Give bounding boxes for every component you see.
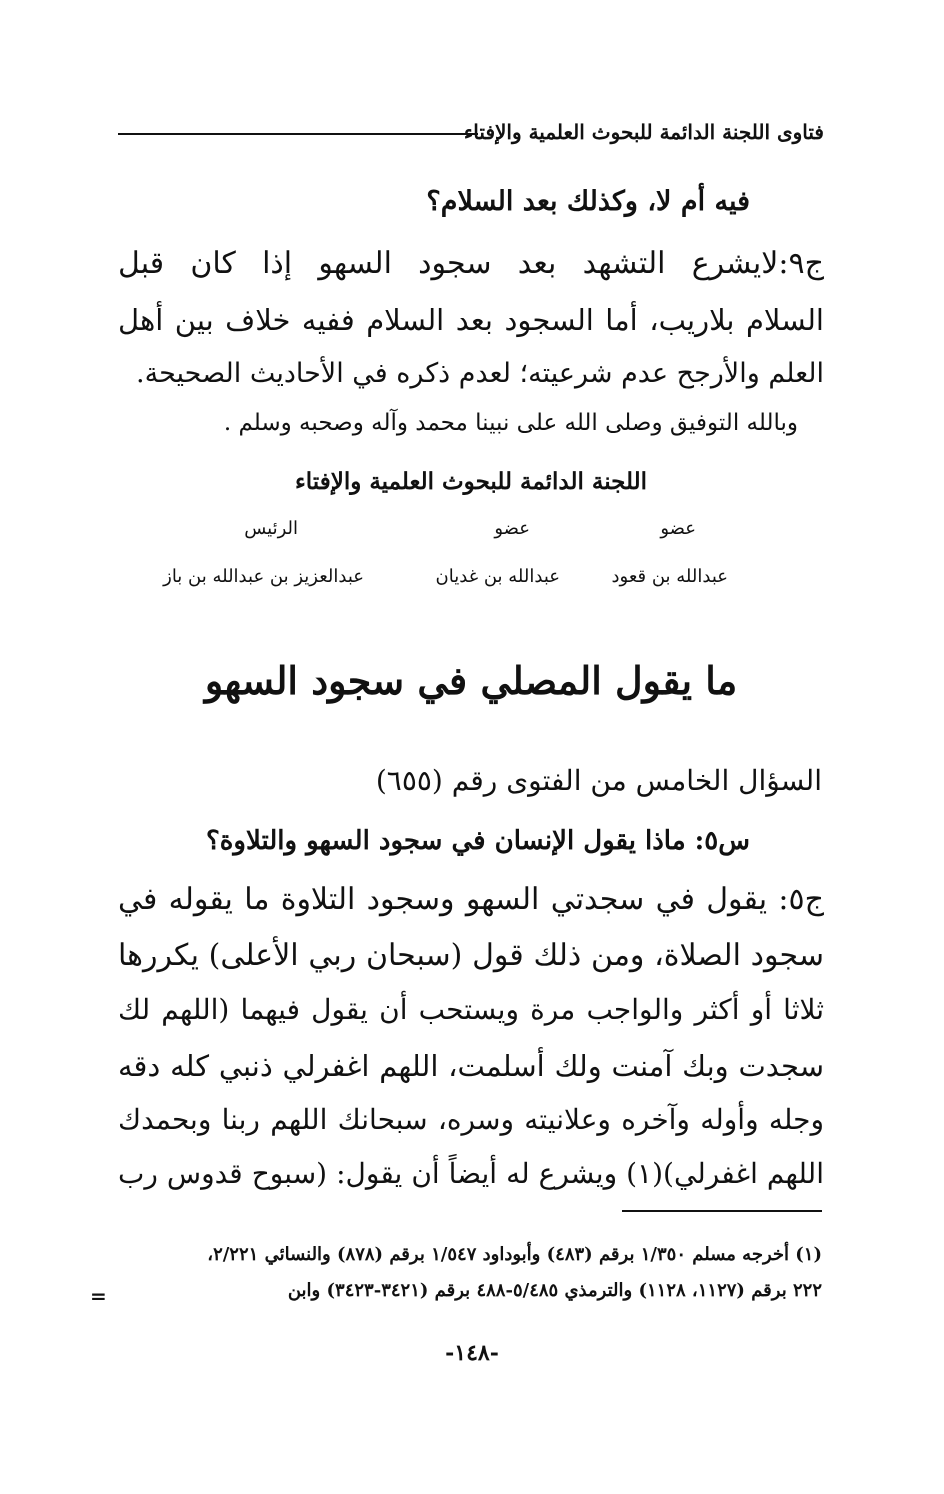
footnote-line: (١) أخرجه مسلم ١/٣٥٠ برقم (٤٨٣) وأبوداود ١/٥٤٧ برقم (٨٧٨) والنسائي ٢/٢٢١، bbox=[207, 1244, 822, 1265]
question-5: س٥: ماذا يقول الإنسان في سجود السهو والتلاوة؟ bbox=[205, 826, 750, 856]
footnote-line: ٢٢٢ برقم (١١٢٧، ١١٢٨) والترمذي ٥/٤٨٥-٤٨٨ برقم (٣٤٢١-٣٤٢٣) وابن bbox=[287, 1280, 822, 1301]
answer-5-line: سجدت وبك آمنت ولك أسلمت، اللهم اغفرلي ذنبي كله دقه bbox=[118, 1049, 824, 1083]
answer-9-line: السلام بلاريب، أما السجود بعد السلام ففيه خلاف بين أهل bbox=[118, 303, 824, 337]
running-header-title: فتاوى اللجنة الدائمة للبحوث العلمية والإفتاء bbox=[463, 120, 824, 144]
answer-9-line: العلم والأرجح عدم شرعيته؛ لعدم ذكره في الأحاديث الصحيحة. bbox=[136, 358, 824, 389]
president-role: الرئيس bbox=[244, 518, 298, 539]
committee-name: اللجنة الدائمة للبحوث العلمية والإفتاء bbox=[294, 468, 648, 495]
member-name: عبدالله بن غديان bbox=[435, 566, 560, 587]
closing-prayer: وبالله التوفيق وصلى الله على نبينا محمد وآله وصحبه وسلم . bbox=[223, 410, 798, 436]
answer-5-line: ثلاثا أو أكثر والواجب مرة ويستحب أن يقول فيهما (اللهم لك bbox=[118, 993, 824, 1026]
fatwa-number-line: السؤال الخامس من الفتوى رقم (٦٥٥) bbox=[375, 764, 822, 797]
answer-5-line: وجله وأوله وآخره وعلانيته وسره، سبحانك اللهم ربنا وبحمدك bbox=[118, 1103, 824, 1136]
page-number: -١٤٨- bbox=[445, 1340, 499, 1366]
member-role: عضو bbox=[494, 518, 530, 539]
member-name: عبدالله بن قعود bbox=[611, 566, 728, 587]
header-rule bbox=[118, 133, 478, 135]
answer-9-line: ج٩:لايشرع التشهد بعد سجود السهو إذا كان قبل bbox=[118, 246, 824, 281]
footnote-rule bbox=[622, 1210, 822, 1212]
answer-5-line: ج٥: يقول في سجدتي السهو وسجود التلاوة ما يقوله في bbox=[118, 882, 824, 917]
president-name: عبدالعزيز بن عبدالله بن باز bbox=[163, 566, 364, 587]
section-title: ما يقول المصلي في سجود السهو bbox=[204, 658, 738, 703]
continuation-mark: = bbox=[90, 1284, 107, 1308]
answer-5-line: سجود الصلاة، ومن ذلك قول (سبحان ربي الأعلى) يكررها bbox=[118, 938, 824, 973]
question-9-tail: فيه أم لا، وكذلك بعد السلام؟ bbox=[426, 186, 750, 217]
answer-5-line: اللهم اغفرلي)(١) ويشرع له أيضاً أن يقول: (سبوح قدوس رب bbox=[118, 1157, 824, 1190]
member-role: عضو bbox=[660, 518, 696, 539]
